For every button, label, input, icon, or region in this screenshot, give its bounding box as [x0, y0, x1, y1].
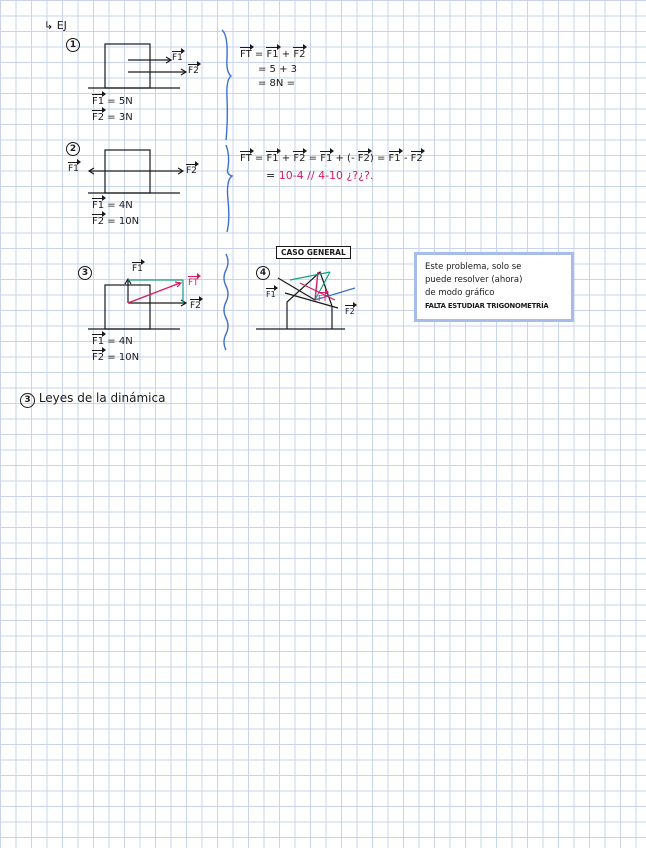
section-title: Leyes de la dinámica — [38, 391, 166, 405]
problem2-f2-label: F2 — [186, 166, 197, 176]
problem1-equation: FT = F1 + F2 — [240, 49, 306, 60]
problem3-diagram — [88, 279, 186, 329]
problem2-given-f1: F1 = 4N — [92, 200, 133, 211]
header-label: ↳ EJ — [44, 19, 67, 32]
problem4-f1-label: F1 — [266, 290, 276, 299]
problem2-diagram — [88, 150, 183, 193]
problem3-ft-label: FT — [188, 278, 199, 288]
problem4-diagram — [256, 272, 355, 329]
problem3-given-f2: F2 = 10N — [92, 352, 140, 363]
problem1-given-f1: F1 = 5N — [92, 96, 133, 107]
problem3-f2-label: F2 — [190, 301, 201, 311]
problem4-f2-label: F2 — [345, 307, 355, 316]
problem3-given-f1: F1 = 4N — [92, 336, 133, 347]
problem1-number: 1 — [66, 38, 80, 52]
hook-arrow-icon: ↳ — [44, 19, 54, 32]
problem2-f1-label: F1 — [68, 164, 79, 174]
problem3-number: 3 — [78, 266, 92, 280]
note-line-3: de modo gráfico — [425, 288, 495, 298]
section-heading — [20, 392, 165, 408]
problem4-number: 4 — [256, 266, 270, 280]
problem2-step2: = 10-4 // 4-10 ¿?¿?. — [266, 169, 374, 182]
brace-lines — [222, 30, 232, 350]
note-line-2: puede resolver (ahora) — [425, 275, 523, 285]
problem2-number: 2 — [66, 142, 80, 156]
problem3-f1-label: F1 — [132, 264, 143, 274]
note-line-4: FALTA ESTUDIAR TRIGONOMETRÍA — [425, 302, 549, 310]
note-box — [414, 252, 574, 322]
problem2-given-f2: F2 = 10N — [92, 216, 140, 227]
problem4-ft-label: FT — [318, 294, 328, 303]
problem1-step2: = 5 + 3 — [258, 64, 298, 75]
caso-general-label: CASO GENERAL — [276, 246, 351, 259]
section-number: 3 — [20, 393, 35, 408]
problem1-given-f2: F2 = 3N — [92, 112, 133, 123]
note-line-1: Este problema, solo se — [425, 262, 522, 272]
problem1-f2-label: F2 — [188, 66, 199, 76]
problem2-equation: FT = F1 + F2 = F1 + (- F2) = F1 - F2 — [240, 153, 423, 164]
problem1-step3: = 8N = — [258, 78, 295, 89]
problem1-f1-label: F1 — [172, 53, 183, 63]
